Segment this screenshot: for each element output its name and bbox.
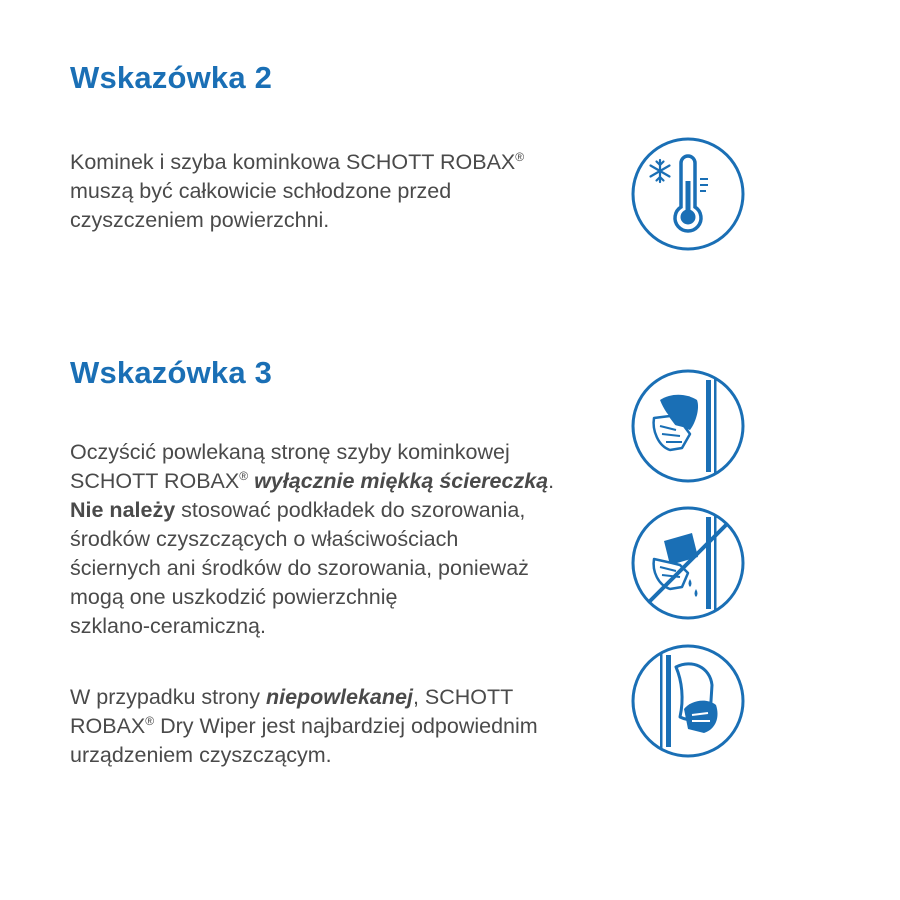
dry-wiper-icon (630, 643, 746, 759)
hint-3-paragraph-2: W przypadku strony niepowlekanej, SCHOTT ROBAX® Dry Wiper jest najbardziej odpowiednim urządzeniem czyszczącym. (70, 685, 538, 767)
cool-down-thermometer-icon (630, 136, 746, 252)
hint-2-text: Kominek i szyba kominkowa SCHOTT ROBAX® muszą być całkowicie schłodzone przed czyszczeniem powierzchni. (70, 150, 525, 232)
no-abrasive-pad-icon (630, 505, 746, 621)
hint-2-heading: Wskazówka 2 (70, 60, 273, 95)
soft-cloth-wipe-icon (630, 368, 746, 484)
hint-3-heading: Wskazówka 3 (70, 355, 273, 390)
hint-3-paragraph-1: Oczyścić powlekaną stronę szyby kominkowej SCHOTT ROBAX® wyłącznie miękką ściereczką. Nie należy stosować podkładek do szorowania, środków czyszczących o właściwościach ściernych ani środków do szorowania, ponieważ mogą one uszkodzić powierzchnię szklano-ceramiczną. (70, 440, 555, 638)
